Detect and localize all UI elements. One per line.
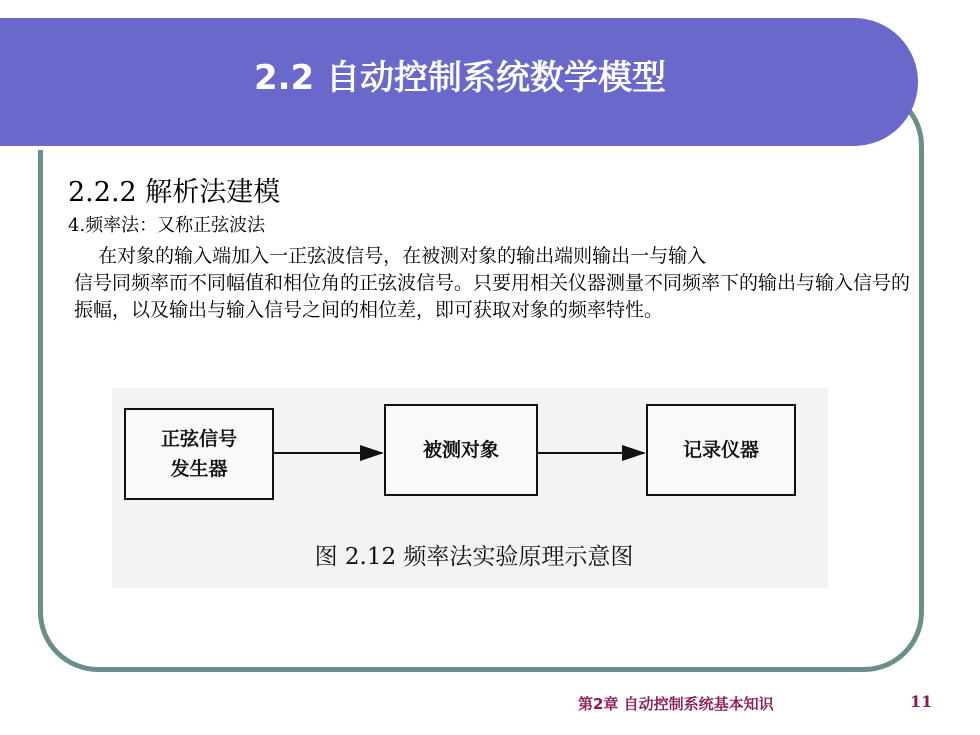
recorder-box: 记录仪器 [646,404,796,496]
method-heading: 4.频率法：又称正弦波法 [68,215,266,236]
paragraph-first-line: 在对象的输入端加入一正弦波信号，在被测对象的输出端则输出一与输入 [74,245,707,267]
figure-caption: 图 2.12 频率法实验原理示意图 [314,544,634,570]
banner-underline [0,146,868,150]
sine-generator-box: 正弦信号 发生器 [124,408,274,500]
block-diagram-figure [112,388,828,588]
paragraph-continuation: 信号同频率而不同幅值和相位角的正弦波信号。只要用相关仪器测量不同频率下的输出与输入信号的振幅，以及输出与输入信号之间的相位差，即可获取对象的频率特性。 [74,272,911,321]
section-heading: 2.2.2 解析法建模 [68,177,281,208]
test-object-box: 被测对象 [384,404,538,496]
footer-chapter: 第2章 自动控制系统基本知识 [578,695,774,713]
page-number: 11 [910,692,933,711]
body-paragraph [74,243,914,324]
slide-title: 2.2 自动控制系统数学模型 [253,58,667,98]
